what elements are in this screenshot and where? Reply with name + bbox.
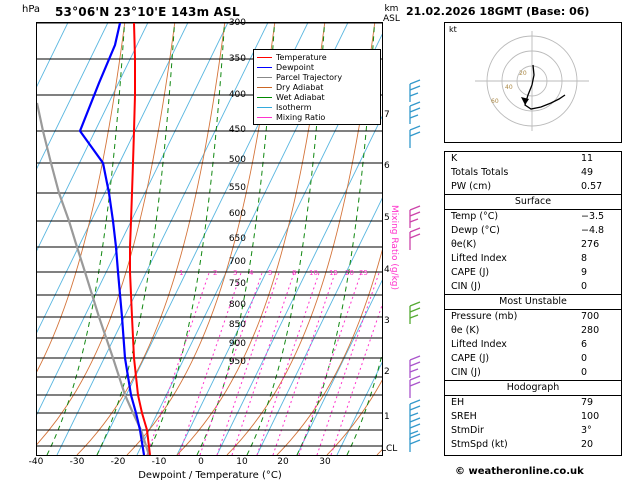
y-tick-700: 700: [228, 257, 246, 267]
row-mu-thetae: [445, 324, 621, 338]
svg-text:20: 20: [345, 269, 354, 277]
km-tick-2: 2: [384, 367, 390, 377]
y-tick-300: 300: [228, 18, 246, 28]
section-most-unstable: Most Unstable: [445, 294, 621, 310]
legend-item-dry-adiabat: [257, 82, 377, 92]
altitude-axis-label-asl: ASL: [383, 14, 400, 24]
legend-item-dewpoint: [257, 62, 377, 72]
skewt-plot: [36, 22, 383, 456]
wind-barb-830: [410, 356, 420, 378]
legend-label-parcel: Parcel Trajectory: [276, 72, 343, 82]
y-tick-600: 600: [228, 209, 246, 219]
km-tick-5: 5: [384, 213, 390, 223]
y-tick-850: 850: [228, 320, 246, 330]
x-tick-20: 20: [277, 457, 289, 467]
legend-label-isotherm: Isotherm: [276, 102, 312, 112]
row-sreh: [445, 410, 621, 424]
value-mu-li: 6: [581, 339, 588, 350]
wind-barb-850: [410, 376, 420, 398]
label-surface-cin: CIN (J): [451, 281, 481, 292]
value-stmspd: 20: [581, 439, 594, 450]
x-axis-title: Dewpoint / Temperature (°C): [138, 470, 282, 481]
value-k: 11: [581, 153, 594, 164]
label-stmspd: StmSpd (kt): [451, 439, 508, 450]
legend-item-parcel: [257, 72, 377, 82]
y-tick-350: 350: [228, 54, 246, 64]
wind-barb-950: [410, 434, 420, 452]
label-surface-li: Lifted Index: [451, 253, 507, 264]
label-surface-temp: Temp (°C): [451, 211, 499, 222]
hodograph-unit-label: kt: [449, 25, 457, 34]
row-eh: [445, 396, 621, 410]
row-surface-temp: [445, 210, 621, 224]
svg-text:60: 60: [491, 98, 499, 105]
row-surface-thetae: [445, 238, 621, 252]
legend-label-wet-adiabat: Wet Adiabat: [276, 92, 325, 102]
row-surface-cin: [445, 280, 621, 294]
svg-text:5: 5: [268, 269, 273, 277]
label-sreh: SREH: [451, 411, 477, 422]
row-mu-pressure: [445, 310, 621, 324]
km-tick-3: 3: [384, 316, 390, 326]
legend-item-isotherm: [257, 102, 377, 112]
svg-text:20: 20: [519, 70, 527, 77]
km-tick-4: 4: [384, 265, 390, 275]
label-eh: EH: [451, 397, 465, 408]
km-tick-1: 1: [384, 412, 390, 422]
section-surface: Surface: [445, 194, 621, 210]
label-surface-thetae: θe(K): [451, 239, 477, 250]
svg-text:8: 8: [292, 269, 297, 277]
y-tick-500: 500: [228, 155, 246, 165]
mixing-ratio-lines: [147, 273, 382, 455]
value-mu-cin: 0: [581, 367, 588, 378]
row-mu-cape: [445, 352, 621, 366]
x-tick-0: 0: [198, 457, 204, 467]
mixing-ratio-labels: [179, 269, 368, 277]
label-mu-cin: CIN (J): [451, 367, 481, 378]
label-totals-totals: Totals Totals: [451, 167, 509, 178]
svg-text:15: 15: [329, 269, 338, 277]
label-mu-pressure: Pressure (mb): [451, 311, 518, 322]
wind-barb-column: [396, 22, 436, 454]
y-tick-950: 950: [228, 357, 246, 367]
row-surface-li: [445, 252, 621, 266]
y-tick-750: 750: [228, 279, 246, 289]
km-tick-6: 6: [384, 161, 390, 171]
copyright-credit: © weatheronline.co.uk: [455, 466, 584, 477]
y-tick-550: 550: [228, 183, 246, 193]
row-totals-totals: [445, 166, 621, 180]
value-sreh: 100: [581, 411, 600, 422]
row-stmspd: [445, 438, 621, 452]
label-surface-cape: CAPE (J): [451, 267, 490, 278]
value-surface-li: 8: [581, 253, 588, 264]
wind-barb-700: [410, 302, 420, 324]
row-k: [445, 152, 621, 166]
value-surface-cape: 9: [581, 267, 588, 278]
temperature-line: [130, 23, 150, 455]
x-tick-30: 30: [319, 457, 331, 467]
section-hodograph: Hodograph: [445, 380, 621, 396]
row-surface-dewp: [445, 224, 621, 238]
svg-text:40: 40: [505, 84, 513, 91]
mixing-ratio-axis-title: Mixing Ratio (g/kg): [389, 205, 399, 291]
hodograph-panel: [444, 22, 622, 143]
label-mu-cape: CAPE (J): [451, 353, 490, 364]
altitude-axis-label: [383, 4, 400, 24]
value-pw: 0.57: [581, 181, 603, 192]
y-tick-800: 800: [228, 300, 246, 310]
altitude-axis-label-km: km: [384, 4, 399, 14]
value-surface-thetae: 276: [581, 239, 600, 250]
x-tick-m10: -10: [151, 457, 167, 467]
svg-text:4: 4: [249, 269, 254, 277]
hodograph-arrow-head: [521, 97, 529, 105]
x-tick-m30: -30: [69, 457, 85, 467]
legend-label-dewpoint: Dewpoint: [276, 62, 315, 72]
value-mu-thetae: 280: [581, 325, 600, 336]
legend-item-mixing-ratio: [257, 112, 377, 122]
value-stmdir: 3°: [581, 425, 592, 436]
hodograph-trace: [525, 65, 565, 109]
pressure-unit-label: hPa: [22, 4, 41, 15]
y-tick-450: 450: [228, 125, 246, 135]
wind-barb-600: [410, 228, 420, 250]
svg-text:1: 1: [179, 269, 184, 277]
hodograph-canvas: [445, 23, 619, 140]
label-k: K: [451, 153, 458, 164]
x-tick-10: 10: [236, 457, 248, 467]
run-datetime: 21.02.2026 18GMT (Base: 06): [406, 5, 590, 18]
legend-label-temperature: Temperature: [276, 52, 327, 62]
value-surface-cin: 0: [581, 281, 588, 292]
station-title: 53°06'N 23°10'E 143m ASL: [55, 5, 240, 19]
x-tick-m40: -40: [28, 457, 44, 467]
row-pw: [445, 180, 621, 194]
y-tick-650: 650: [228, 234, 246, 244]
legend-item-temperature: [257, 52, 377, 62]
label-mu-li: Lifted Index: [451, 339, 507, 350]
row-stmdir: [445, 424, 621, 438]
value-eh: 79: [581, 397, 594, 408]
value-surface-temp: −3.5: [581, 211, 605, 222]
svg-text:3: 3: [233, 269, 238, 277]
row-mu-li: [445, 338, 621, 352]
y-tick-900: 900: [228, 339, 246, 349]
y-tick-400: 400: [228, 90, 246, 100]
label-stmdir: StmDir: [451, 425, 484, 436]
row-surface-cape: [445, 266, 621, 280]
legend: [253, 49, 381, 125]
label-pw: PW (cm): [451, 181, 492, 192]
wind-barb-320: [410, 80, 420, 102]
svg-text:2: 2: [213, 269, 218, 277]
value-totals-totals: 49: [581, 167, 594, 178]
x-tick-m20: -20: [110, 457, 126, 467]
legend-label-dry-adiabat: Dry Adiabat: [276, 82, 324, 92]
row-mu-cin: [445, 366, 621, 380]
km-tick-7: 7: [384, 110, 390, 120]
label-mu-thetae: θe (K): [451, 325, 480, 336]
wind-barb-400: [410, 126, 420, 148]
value-mu-cape: 0: [581, 353, 588, 364]
legend-item-wet-adiabat: [257, 92, 377, 102]
indices-table: [444, 151, 622, 456]
value-mu-pressure: 700: [581, 311, 600, 322]
lcl-label: LCL: [381, 444, 398, 454]
value-surface-dewp: −4.8: [581, 225, 605, 236]
hodograph-axes: [475, 31, 589, 131]
wind-barb-500: [410, 206, 420, 228]
wind-barb-350: [410, 102, 420, 124]
legend-label-mixing-ratio: Mixing Ratio: [276, 112, 326, 122]
label-surface-dewp: Dewp (°C): [451, 225, 500, 236]
svg-text:10: 10: [309, 269, 318, 277]
svg-text:25: 25: [359, 269, 368, 277]
